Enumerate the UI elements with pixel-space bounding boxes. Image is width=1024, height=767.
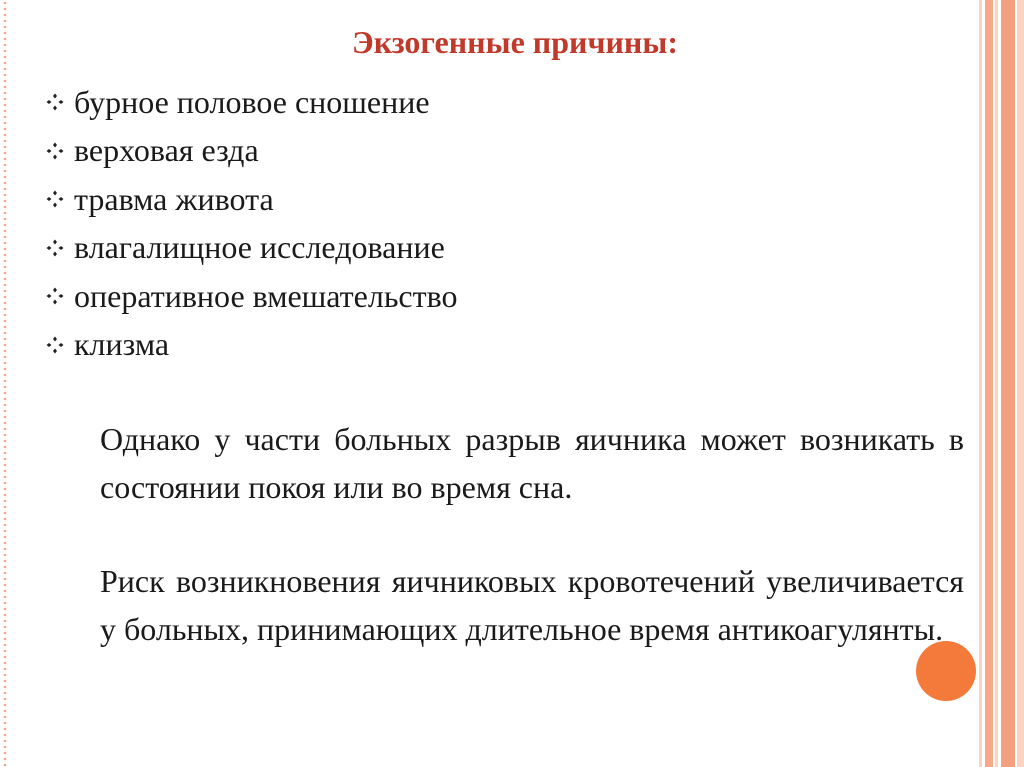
list-item-text: верховая езда	[74, 132, 259, 169]
list-item	[46, 175, 458, 224]
four-diamond-icon	[46, 93, 64, 111]
four-diamond-icon	[46, 287, 64, 305]
list-item	[46, 78, 458, 127]
left-dotted-border	[3, 0, 7, 767]
stripe	[1001, 0, 1015, 767]
list-item-text: клизма	[74, 326, 170, 363]
orange-circle-decoration	[916, 641, 976, 701]
stripe	[979, 0, 982, 767]
slide-title-text: Экзогенные причины:	[352, 24, 678, 60]
list-item-text: влагалищное исследование	[74, 229, 445, 266]
bullet-list	[46, 78, 458, 369]
list-item	[46, 321, 458, 370]
stripe	[985, 0, 993, 767]
paragraph-anticoagulant-risk: Риск возникновения яичниковых кровотечений увеличивается у больных, принимающих длительное время антикоагулянты.	[100, 563, 964, 647]
list-item	[46, 272, 458, 321]
four-diamond-icon	[46, 239, 64, 257]
four-diamond-icon	[46, 336, 64, 354]
four-diamond-icon	[46, 142, 64, 160]
right-decorative-stripes	[979, 0, 1024, 767]
four-diamond-icon	[46, 190, 64, 208]
stripe	[1017, 0, 1024, 767]
list-item	[46, 224, 458, 273]
stripe	[995, 0, 998, 767]
list-item-text: бурное половое сношение	[74, 83, 430, 120]
list-item	[46, 127, 458, 176]
list-item-text: оперативное вмешательство	[74, 277, 458, 314]
list-item-text: травма живота	[74, 180, 274, 217]
slide-title	[0, 24, 1024, 61]
paragraph-rest-rupture: Однако у части больных разрыв яичника может возникать в состоянии покоя или во время сна.	[100, 421, 964, 505]
